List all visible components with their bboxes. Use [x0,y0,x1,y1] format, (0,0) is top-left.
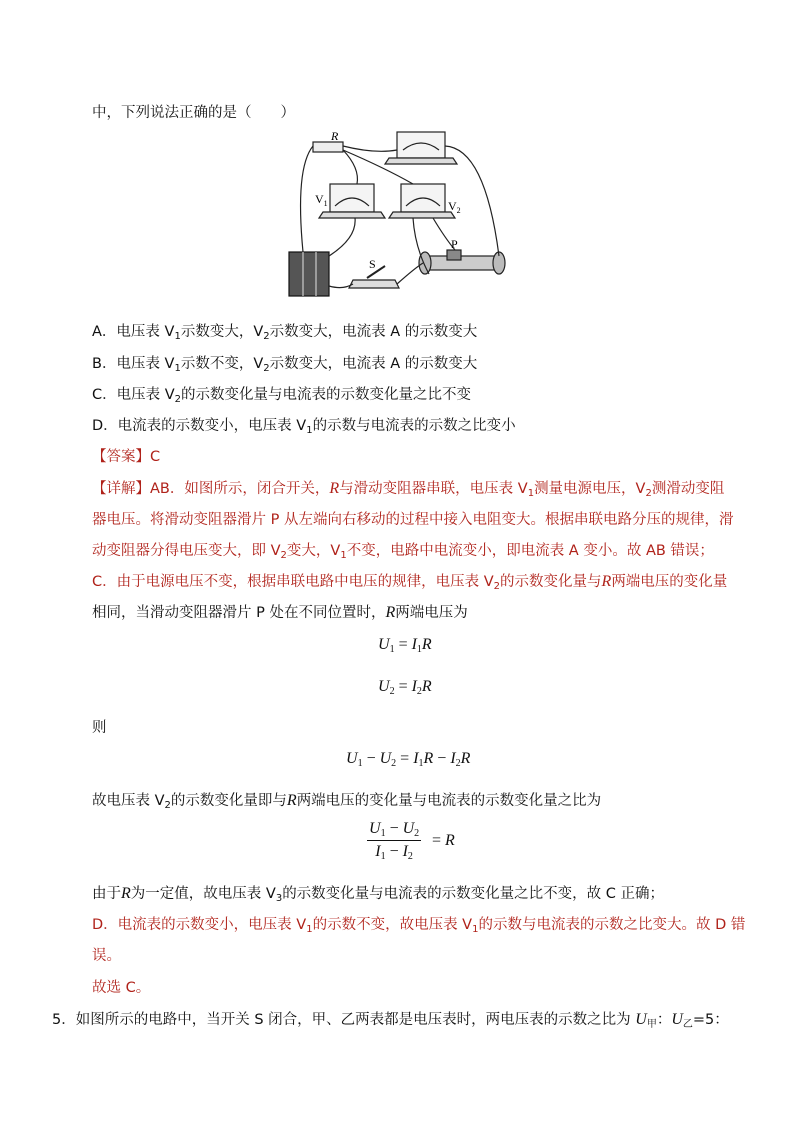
equation-ratio-rhs: = R [432,832,455,849]
equation-diff: $U_1 - U_2 = I_1R - I_2R$ [346,750,471,769]
label-v2: $V_2$ [448,199,461,215]
battery [289,252,329,296]
rheostat [423,256,501,270]
resistor-r [313,142,343,152]
detail-line-5: 相同，当滑动变阻器滑片 P 处在不同位置时，R两端电压为 [92,604,468,621]
detail-line-1: 【详解】AB．如图所示，闭合开关，R与滑动变阻器串联，电压表 $V_1$测量电源电压，$V_2$测滑动变阻 [92,480,725,499]
label-s: S [369,257,376,271]
slider-p [447,250,461,260]
detail-line-6: 故电压表 $V_2$的示数变化量即与R两端电压的变化量与电流表的示数变化量之比为 [92,792,602,811]
equation-ratio: $\frac{U_1 - U_2}{I_1 - I_2}$ [369,820,420,862]
detail-line-7: 由于R为一定值，故电压表 $V_3$的示数变化量与电流表的示数变化量之比不变，故 C 正确； [92,885,665,904]
label-r: R [331,129,339,143]
detail-line-9: 误。 [92,948,121,964]
detail-line-10: 故选 C。 [92,980,151,996]
ammeter [397,132,445,158]
option-c: C．电压表 $V_2$的示数变化量与电流表的示数变化量之比不变 [92,387,472,405]
detail-line-8: D．电流表的示数变小，电压表 $V_1$的示数不变，故电压表 $V_1$的示数与电流表的示数之比变大。故 D 错 [92,917,746,935]
detail-line-3: 动变阻器分得电压变大，即 $V_2$变大，$V_1$不变，电路中电流变小，即电流表 A 变小。故 AB 错误； [92,543,714,561]
option-b: B．电压表 $V_1$示数不变，$V_2$示数变大，电流表 A 的示数变大 [92,356,478,374]
then-label: 则 [92,720,107,736]
label-p: P [451,237,458,251]
next-question: 5．如图所示的电路中，当开关 S 闭合，甲、乙两表都是电压表时，两电压表的示数之比为 $U_甲$：$U_乙=5$： [52,1011,729,1030]
answer-line: 【答案】C [92,449,161,465]
equation-u1: $U_1 = I_1R$ [378,636,432,655]
switch-s [349,280,399,288]
question-intro: 中，下列说法正确的是（ ） [92,105,295,121]
equation-u2: $U_2 = I_2R$ [378,678,432,697]
option-a: A．电压表 $V_1$示数变大，$V_2$示数变大，电流表 A 的示数变大 [92,324,478,342]
circuit-diagram [285,128,515,303]
option-d: D．电流表的示数变小，电压表 $V_1$的示数与电流表的示数之比变小 [92,418,516,436]
detail-line-4: C．由于电源电压不变，根据串联电路中电压的规律，电压表 $V_2$的示数变化量与R两端电压的变化量 [92,573,728,592]
label-v1: $V_1$ [315,192,328,208]
detail-line-2: 器电压。将滑动变阻器滑片 P 从左端向右移动的过程中接入电阻变大。根据串联电路分压的规律，滑 [92,512,734,528]
